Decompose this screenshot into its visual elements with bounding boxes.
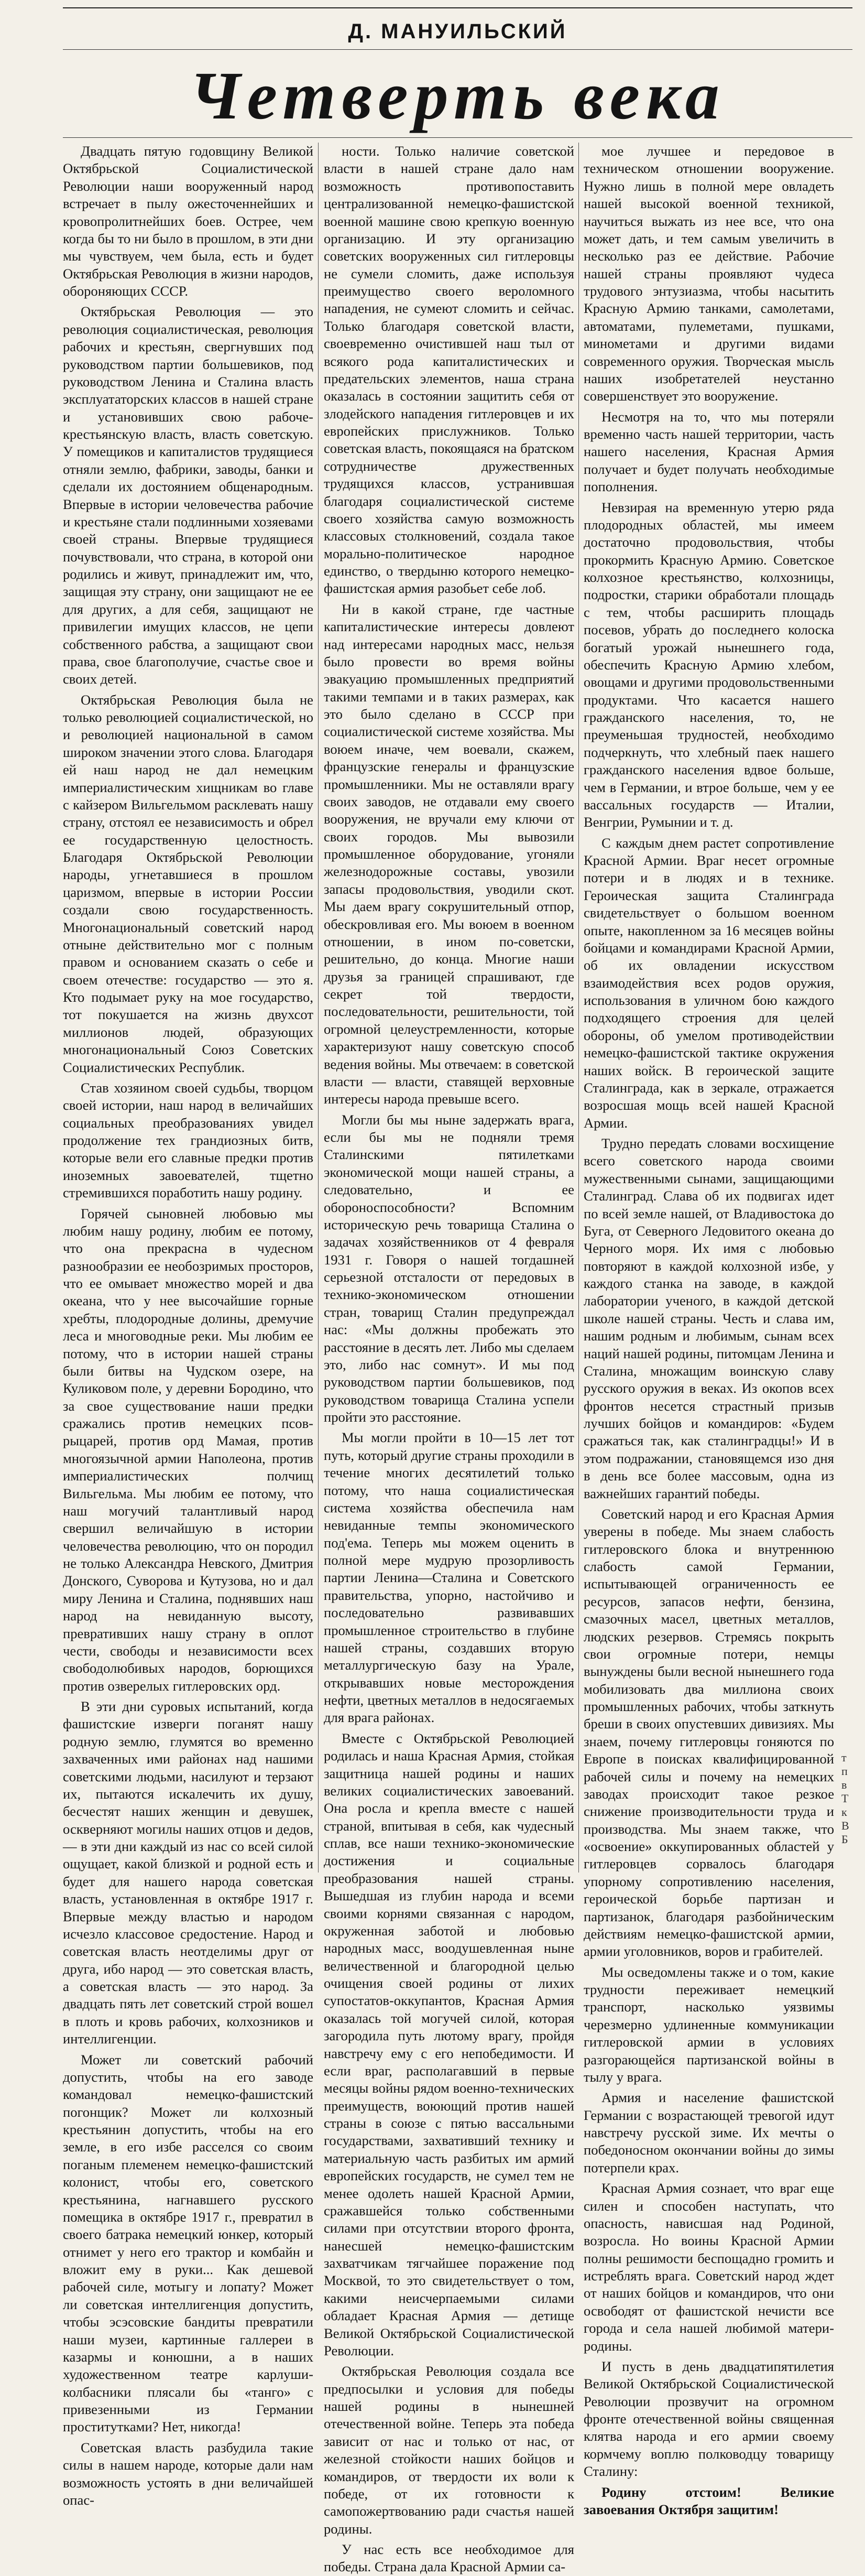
paragraph: мое лучшее и передовое в техническом отношении вооружение. Нужно лишь в полной мере овладеть нашей высокой военной техникой, научиться выжать из нее все, что она может дать, и тем самым увеличить в несколько раз ее действие. Рабочие нашей страны проявляют чудеса трудового энтузиазма, чтобы насытить Красную Армию танками, самолетами, автоматами, пулеметами, пушками, минометами и другими видами современного оружия. Творческая мысль наших изобретателей неустанно совершенствует это вооружение. xyxy=(584,143,834,404)
paragraph: Двадцать пятую годовщину Великой Октябрьской Социалистической Революции наши вооруженный народ встречает в пылу ожесточеннейших и кровопролитнейших боев. Острее, чем когда бы то ни было в прошлом, в эти дни мы чувствуем, чем была, есть и будет Октябрьская Революция в жизни народов, обороняющих СССР. xyxy=(63,143,313,299)
article-column-3 xyxy=(584,143,834,2517)
paragraph: Октябрьская Революция — это революция социалистическая, революция рабочих и крестьян, свергнувших под руководством партии большевиков, под руководством Ленина и Сталина власть эксплуататорских классов в нашей стране и установивших свою рабоче-крестьянскую власть, власть советскую. У помещиков и капиталистов трудящиеся отняли землю, фабрики, заводы, банки и сделали их достоянием общенародным. Впервые в истории человечества рабочие и крестьяне стали подлинными хозяевами своей страны. Впервые трудящиеся почувствовали, что страна, в которой они родились и живут, принадлежит им, что, защищая эту страну, они защищают не ее для других, а для себя, защищают не привилегии имущих классов, не цепи собственного рабства, а защищают свои права, свое благополучие, счастье свое и своих детей. xyxy=(63,304,313,687)
paragraph: Невзирая на временную утерю ряда плодородных областей, мы имеем достаточно продовольствия, чтобы прокормить Красную Армию. Советское колхозное крестьянство, колхозницы, подростки, старики обработали площадь с тем, чтобы расширить площадь посевов, убрать до последнего колоска богатый урожай нынешнего года, обеспечить Красную Армию хлебом, овощами и другими продовольственными продуктами. Что касается нашего гражданского населения, то, не преуменьшая трудностей, необходимо подчеркнуть, что хлебный паек нашего гражданского населения вдвое больше, чем в Германии, и втрое больше, чем у ее вассальных государств — Италии, Венгрии, Румынии и т. д. xyxy=(584,499,834,830)
paragraph: Несмотря на то, что мы потеряли временно часть нашей территории, часть нашего населения, Красная Армия получает и будет получать необходимые пополнения. xyxy=(584,408,834,495)
paragraph: И пусть в день двадцатипятилетия Великой Октябрьской Социалистической Революции прозвучит на огромном фронте отечественной войны священная клятва народа и его армии своему кормчему воплю полководцу товарищу Сталину: xyxy=(584,2358,834,2480)
author-byline: Д. МАНУИЛЬСКИЙ xyxy=(348,20,567,43)
paragraph: ности. Только наличие советской власти в нашей стране дало нам возможность противопоставить централизованной немецко-фашистской военной машине свою крепкую военную организацию. И эту организацию советских вооруженных сил гитлеровцы не сумели сломить, даже используя преимущество своего вероломного нападения, не сумеют сломить и сейчас. Только благодаря советской власти, своевременно очистившей наш тыл от всякого рода капиталистических и предательских элементов, наша страна оказалась в состоянии защитить себя от злодейского нападения гитлеровцев и их европейских прислужников. Только советская власть, покоящаяся на братском сотрудничестве дружественных трудящихся классов, устранившая благодаря социалистической системе своего хозяйства самую возможность классовых столкновений, создала такое морально-политическое народное единство, о твердыню которого немецко-фашистская армия разобьет себе лоб. xyxy=(324,143,574,597)
paragraph: Трудно передать словами восхищение всего советского народа своими мужественными сынами, защищающими Сталинград. Слава об их подвигах идет по всей земле нашей, от Владивостока до Буга, от Северного Ледовитого океана до Черного моря. Их имя с любовью повторяют в каждой колхозной избе, у каждого станка на заводе, в каждой лаборатории ученого, в каждой детской школе нашей страны. Честь и слава им, нашим родным и любимым, сынам всех наций нашей родины, питомцам Ленина и Сталина, множащим воинскую славу русского оружия в веках. Из окопов всех фронтов несется страстный призыв лучших бойцов и командиров: «Будем сражаться так, как сталинградцы!» И в этом подражании, становящемся изо дня в день все более массовым, одна из важнейших гарантий победы. xyxy=(584,1135,834,1501)
column-divider xyxy=(578,143,579,1873)
closing-slogan: Родину отстоим! Великие завоевания Октября защитим! xyxy=(584,2484,834,2517)
paragraph: Армия и население фашистской Германии с возрастающей тревогой идут навстречу русской зиме. Их мечты о победоносном окончании войны до зимы потерпели крах. xyxy=(584,2090,834,2175)
byline-rule xyxy=(63,49,852,50)
paragraph: Горячей сыновней любовью мы любим нашу родину, любим ее потому, что она прекрасна в чудесном разнообразии ее необозримых просторов, что ее омывает множество морей и два океана, что у нее высочайшие горные хребты, плодородные долины, дремучие леса и многоводные реки. Мы любим ее потому, что в истории нашей страны были битвы на Чудском озере, на Куликовом поле, у деревни Бородино, что за свое существование наши предки сражались против немецких псов-рыцарей, против орд Мамая, против многоязычной армии Наполеона, против империалистических полчищ Вильгельма. Мы любим ее потому, что наш могучий талантливый народ свершил величайшую в истории человечества революцию, что он породил не только Александра Невского, Дмитрия Донского, Суворова и Кутузова, но и дал миру Ленина и Сталина, поднявших наш народ на невиданную высоту, превративших нашу страну в оплот чести, свободы и независимости всех свободолюбивых народов, борющихся против озверелых гитлеровских орд. xyxy=(63,1205,313,1694)
paragraph: Может ли советский рабочий допустить, чтобы на его заводе командовал немецко-фашистский погонщик? Может ли колхозный крестьянин допустить, чтобы на его земле, в его избе расселся со своим поганым племенем немецко-фашистский колонист, чтобы его, советского крестьянина, нагнавшего русского помещика в октябре 1917 г., превратил в своего батрака немецкий юнкер, который отнимет у него его трактор и комбайн и вложит ему в руки... Как дешевой рабочей силе, мотыгу и лопату? Может ли советская интеллигенция допустить, чтобы эсэсовские бандиты превратили наши музеи, картинные галлереи в казармы и конюшни, а в наших художественном театре карлуши-колбасники плясали бы «танго» с привезенными из Германии проститутками? Нет, никогда! xyxy=(63,2051,313,2435)
paragraph: Став хозяином своей судьбы, творцом своей истории, наш народ в величайших социальных преобразованиях увидел продолжение тех грандиозных битв, которые вели его славные предки против иноземных завоевателей, тщетно стремившихся поработить нашу родину. xyxy=(63,1079,313,1201)
adjacent-column-fragment: т п в Т к В Б xyxy=(841,1751,849,1846)
paragraph: В эти дни суровых испытаний, когда фашистские изверги поганят нашу родную землю, глумятся во временно захваченных ими районах над нашими советскими людьми, насилуют и терзают их, пытаются искалечить их душу, бесчестят наших женщин и девушек, оскверняют могилы наших отцов и дедов, — в эти дни каждый из нас со всей силой ощущает, какой близкой и родной есть и будет для нашего народа советская власть, установленная в октябре 1917 г. Впервые между властью и народом исчезло классовое средостение. Народ и советская власть неотделимы друг от друга, ибо народ — это советская власть, а советская власть — это народ. За двадцать пять лет советский строй вошел в плоть и кровь рабочих, колхозников и интеллигенции. xyxy=(63,1698,313,2047)
article-column-2 xyxy=(324,143,574,2575)
article-column-1 xyxy=(63,143,313,2508)
paragraph: Мы могли пройти в 10—15 лет тот путь, который другие страны проходили в течение многих десятилетий только потому, что наша социалистическая система хозяйства обеспечила нам невиданные темпы экономического под'ема. Теперь мы можем оценить в полной мере мудрую прозорливость партии Ленина—Сталина и Советского правительства, упорно, настойчиво и последовательно развивавших промышленное строительство в глубине нашей страны, создавших вторую металлургическую базу на Урале, открывавших новые месторождения нефти, цветных металлов в недосягаемых для врага районах. xyxy=(324,1430,574,1726)
paragraph: Мы осведомлены также и о том, какие трудности переживает немецкий транспорт, насколько уязвимы черезмерно удлиненные коммуникации гитлеровской армии в условиях разгорающейся партизанской войны в тылу у врага. xyxy=(584,1964,834,2085)
column-divider xyxy=(318,143,319,1873)
paragraph: С каждым днем растет сопротивление Красной Армии. Враг несет огромные потери и в людях и в технике. Героическая защита Сталинграда свидетельствует о большом военном опыте, накопленном за 16 месяцев войны бойцами и командирами Красной Армии, об их овладении искусством взаимодействия всех родов оружия, использования в уличном бою каждого подходящего строения для целей обороны, об умелом противодействии немецко-фашистской тактике окружения наших войск. В героической защите Сталинграда, как в зеркале, отражается возросшая мощь всей нашей Красной Армии. xyxy=(584,835,834,1131)
paragraph: Октябрьская Революция была не только революцией социалистической, но и революцией национальной в самом широком значении этого слова. Благодаря ей наш народ не дал немецким империалистическим хищникам во главе с кайзером Вильгельмом расклевать нашу страну, отстоял ее независимость и обрел ее государственную целостность. Благодаря Октябрьской Революции народы, угнетавшиеся в прошлом царизмом, впервые в истории России создали свою государственность. Многонациональный советский народ отныне действительно мог с полным правом и основанием сказать о себе и своем отечестве: государство — это я. Кто подымает руку на мое государство, тот покушается на жизнь двухсот миллионов людей, образующих многонациональный Союз Советских Социалистических Республик. xyxy=(63,691,313,1075)
paragraph: Могли бы мы ныне задержать врага, если бы мы не подняли тремя Сталинскими пятилетками экономической мощи нашей страны, а следовательно, и ее обороноспособности? Вспомним историческую речь товарища Сталина о задачах хозяйственников от 4 февраля 1931 г. Говоря о нашей тогдашней серьезной отсталости от передовых в технико-экономическом отношении стран, товарищ Сталин предупреждал нас: «Мы должны пробежать это расстояние в десять лет. Либо мы сделаем это, либо нас сомнут». И мы под руководством партии большевиков, под руководством товарища Сталина успели пройти это расстояние. xyxy=(324,1111,574,1425)
article-headline: Четверть века xyxy=(190,58,726,134)
headline-rule xyxy=(63,137,852,138)
paragraph: Красная Армия сознает, что враг еще силен и способен наступать, что опасность, нависшая над Родиной, возросла. Но воины Красной Армии полны решимости беспощадно громить и истреблять врага. Советский народ ждет от наших бойцов и командиров, что они освободят от фашистской нечисти все города и села нашей любимой матери-родины. xyxy=(584,2180,834,2354)
paragraph: Ни в какой стране, где частные капиталистические интересы довлеют над интересами народных масс, нельзя было провести во время войны эвакуацию промышленных предприятий такими темпами и в таких размерах, как это было сделано в СССР при социалистической системе хозяйства. Мы воюем иначе, чем воевали, скажем, французские генералы и французские промышленники. Мы не оставляли врагу своих заводов, не отдавали ему своего вооружения, не вручали ему ключи от своих городов. Мы вывозили промышленное оборудование, угоняли железнодорожные составы, увозили запасы продовольствия, уводили скот. Мы даем врагу сокрушительный отпор, обескровливая его. Мы воюем в военном отношении, в ином по-советски, решительно, до конца. Многие наши друзья за границей спрашивают, где секрет той твердости, последовательности, решительности, той огромной целеустремленности, которые характеризуют нашу советскую способ ведения войны. Мы отвечаем: в советской власти — власти, ставящей верховные интересы народа превыше всего. xyxy=(324,601,574,1107)
paragraph: Советская власть разбудила такие силы в нашем народе, которые дали нам возможность устоять в дни величайшей опас- xyxy=(63,2439,313,2508)
top-rule xyxy=(63,7,852,8)
paragraph: У нас есть все необходимое для победы. Страна дала Красной Армии са- xyxy=(324,2541,574,2575)
paragraph: Вместе с Октябрьской Революцией родилась и наша Красная Армия, стойкая защитница нашей родины и наших великих социалистических завоеваний. Она росла и крепла вместе с нашей страной, впитывая в себя, как чудесный сплав, все наши технико-экономические достижения и социальные преобразования нашей страны. Вышедшая из глубин народа и всеми своими корнями связанная с народом, окруженная заботой и любовью народных масс, воодушевленная ныне величественной и благородной целью очищения своей родины от лихих супостатов-оккупантов, Красная Армия оказалась той могучей силой, которая загородила путь лютому врагу, пройдя навстречу ему с его непобедимости. И если враг, располагавший в первые месяцы войны рядом военно-технических преимуществ, воюющий против нашей страны в союзе с пятью вассальными государствами, захвативший технику и материальную часть разбитых им армий европейских государств, не сумел тем не менее одолеть нашей Красной Армии, сражавшейся только собственными силами при отсутствии второго фронта, нанесшей немецко-фашистским захватчикам тягчайшее поражение под Москвой, то это свидетельствует о том, какими неисчерпаемыми силами обладает Красная Армия — детище Великой Октябрьской Социалистической Революции. xyxy=(324,1730,574,2358)
paragraph: Октябрьская Революция создала все предпосылки и условия для победы нашей родины в нынешней отечественной войне. Теперь эта победа зависит от нас и только от нас, от железной стойкости наших бойцов и командиров, от твердости их воли к победе, от их готовности к самопожертвованию ради счастья нашей родины. xyxy=(324,2363,574,2537)
paragraph: Советский народ и его Красная Армия уверены в победе. Мы знаем слабость гитлеровского блока и внутреннюю слабость самой Германии, испытывающей ограниченность ее ресурсов, запасов нефти, бензина, смазочных масел, цветных металлов, людских резервов. Стремясь покрыть свои огромные потери, немцы вынуждены были весной нынешнего года мобилизовать два миллиона своих промышленных рабочих, чтобы заткнуть бреши в своих опустевших дивизиях. Мы знаем, почему гитлеровцы гоняются по Европе в поисках квалифицированной рабочей силы и почему на немецких заводах происходит такое резкое снижение производительности труда и производства. Мы знаем также, что «освоение» оккупированных областей у гитлеровцев сорвалось благодаря упорному сопротивлению населения, героической борьбе партизан и партизанок, благодаря разбойническим действиям немецко-фашистской армии, армии уголовников, воров и грабителей. xyxy=(584,1506,834,1960)
